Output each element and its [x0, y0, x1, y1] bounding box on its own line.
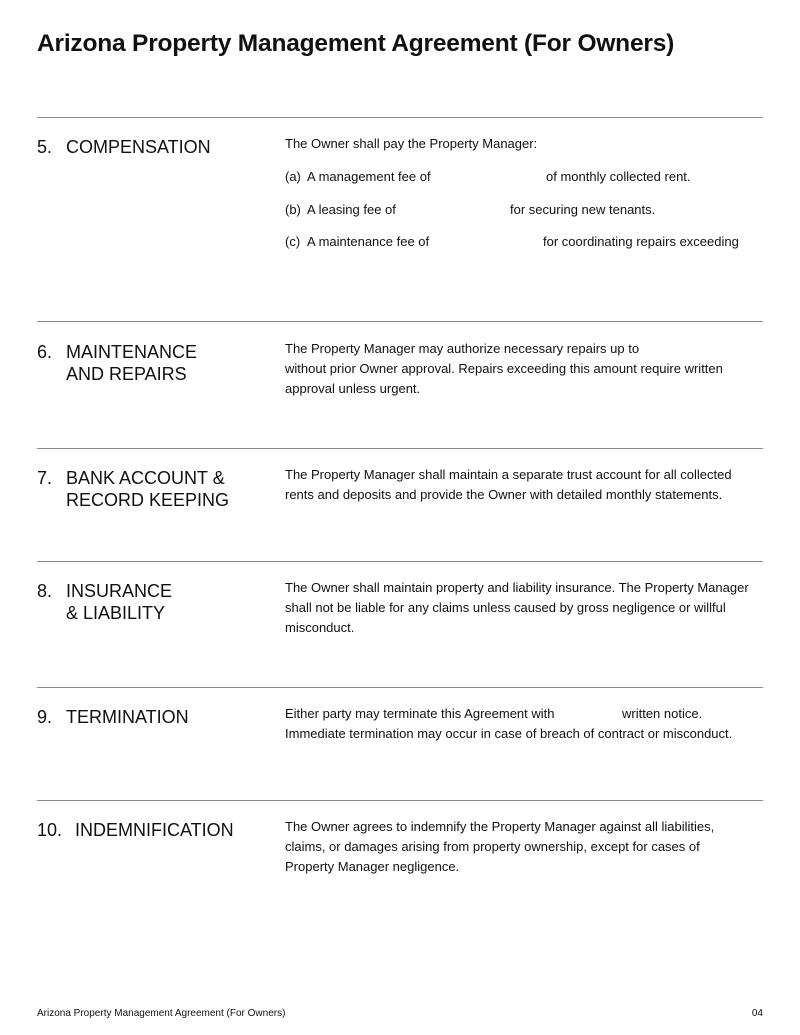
section-number: 10.	[37, 820, 63, 840]
clause-text: A management fee of	[307, 169, 431, 184]
section-heading-line: MAINTENANCE	[66, 342, 198, 362]
section-heading-termination	[66, 706, 189, 728]
section-number: 7.	[37, 468, 53, 488]
section-divider	[37, 687, 763, 688]
indemnification-text: The Owner agrees to indemnify the Property Manager against all liabilities, claims, or damages arising from property ownership, except for cases of Property Manager negligence.	[285, 819, 715, 874]
clause-text: A leasing fee of	[307, 202, 396, 217]
section-number: 5.	[37, 137, 53, 157]
bank-account-text: The Property Manager shall maintain a separate trust account for all collected rents and deposits and provide the Owner with detailed monthly statements.	[285, 467, 732, 502]
section-heading-bank-account	[66, 467, 229, 511]
section-heading-line: RECORD KEEPING	[66, 490, 230, 510]
insurance-text: The Owner shall maintain property and liability insurance. The Property Manager shall not be liable for any claims unless caused by gross negligence or willful misconduct.	[285, 580, 749, 635]
section-heading-maintenance	[66, 341, 197, 385]
section-heading-indemnification	[75, 819, 234, 841]
section-divider	[37, 321, 763, 322]
section-divider	[37, 448, 763, 449]
section-number: 9.	[37, 707, 53, 727]
clause-marker: (c)	[285, 234, 301, 249]
termination-text: written notice.	[622, 706, 703, 721]
section-number: 8.	[37, 581, 53, 601]
section-divider	[37, 800, 763, 801]
section-heading-line: COMPENSATION	[66, 137, 211, 157]
page-number: 04	[751, 1008, 763, 1019]
clause-text: A maintenance fee of	[307, 234, 430, 249]
termination-text: Either party may terminate this Agreement with	[285, 706, 555, 721]
clause-marker: (b)	[285, 202, 301, 217]
clause-text: for coordinating repairs exceeding	[543, 234, 739, 249]
maintenance-text: without prior Owner approval. Repairs exceeding this amount require written approval unless urgent.	[285, 361, 723, 396]
section-heading-insurance	[66, 580, 172, 624]
clause-text: of monthly collected rent.	[546, 169, 691, 184]
termination-text-line: Immediate termination may occur in case of breach of contract or misconduct.	[285, 726, 733, 741]
compensation-intro: The Owner shall pay the Property Manager:	[285, 136, 538, 151]
section-divider	[37, 561, 763, 562]
section-heading-line: INSURANCE	[66, 581, 173, 601]
section-heading-line: & LIABILITY	[66, 603, 166, 623]
section-heading-compensation	[66, 136, 211, 158]
section-heading-line: TERMINATION	[66, 707, 189, 727]
section-divider	[37, 117, 763, 118]
page-title: Arizona Property Management Agreement (For Owners)	[37, 30, 675, 57]
footer-title: Arizona Property Management Agreement (For Owners)	[37, 1008, 286, 1019]
section-number: 6.	[37, 342, 53, 362]
clause-marker: (a)	[285, 169, 301, 184]
section-heading-line: BANK ACCOUNT &	[66, 468, 225, 488]
section-heading-line: INDEMNIFICATION	[75, 820, 234, 840]
maintenance-text-line: The Property Manager may authorize necessary repairs up to	[285, 341, 640, 356]
section-heading-line: AND REPAIRS	[66, 364, 187, 384]
clause-text: for securing new tenants.	[510, 202, 656, 217]
